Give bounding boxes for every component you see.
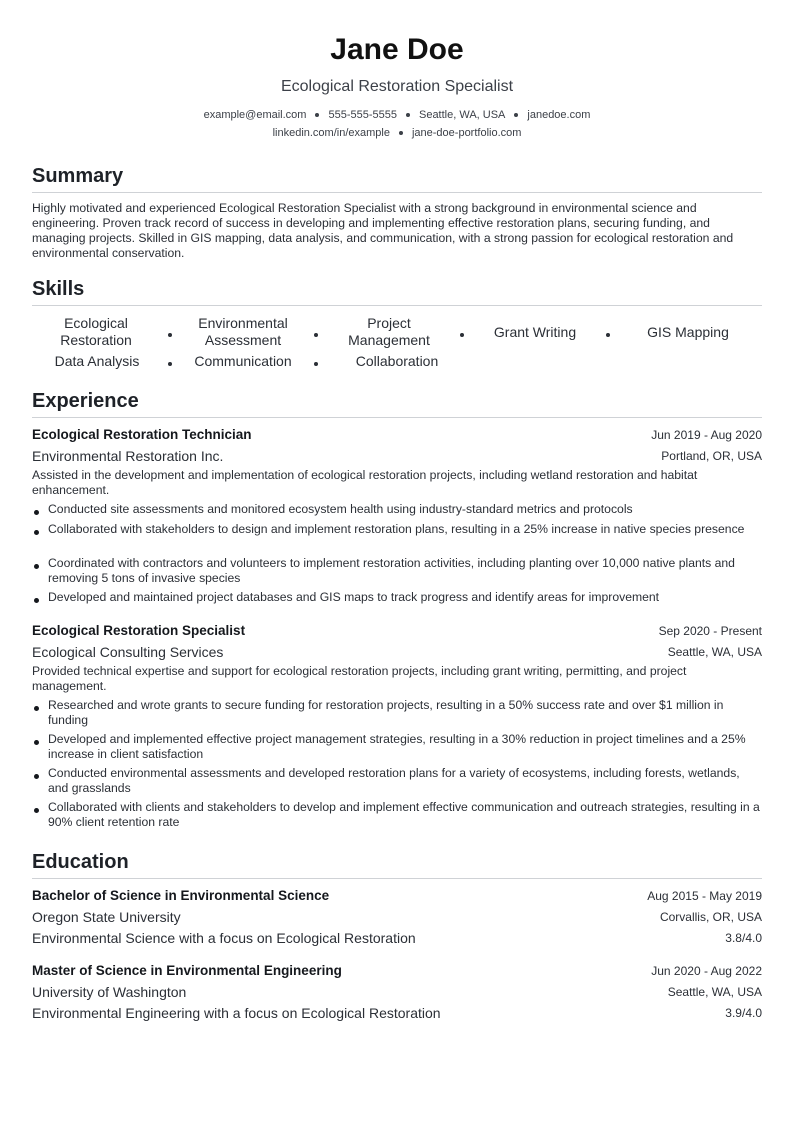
skill-item: Data Analysis (54, 353, 140, 369)
contact-email[interactable]: example@email.com (203, 109, 307, 121)
job-bullet: Conducted environmental assessments and developed restoration plans for a variety of ecosystems, including forests, wetlands, and grasslands (32, 766, 762, 796)
education-dates: Aug 2015 - May 2019 (647, 889, 762, 903)
job-dates: Jun 2019 - Aug 2020 (651, 428, 762, 442)
separator-dot (168, 362, 172, 366)
skill-item: Grant Writing (493, 324, 577, 340)
contact-row-1 (32, 108, 762, 122)
separator-dot (514, 113, 518, 117)
separator-dot (606, 333, 610, 337)
separator-dot (314, 362, 318, 366)
degree-title: Bachelor of Science in Environmental Science (32, 888, 330, 903)
job-dates: Sep 2020 - Present (658, 624, 762, 638)
school-location: Corvallis, OR, USA (659, 910, 762, 924)
summary-text: Highly motivated and experienced Ecological Restoration Specialist with a strong background in environmental science and engineering. Proven track record of success in developing and implementing effective restoration plans, securing funding, and managing projects. Skilled in GIS mapping, data analysis, and communication, with a strong passion for ecological restoration and environmental conservation. (32, 201, 734, 260)
job-bullet: Conducted site assessments and monitored ecosystem health using industry-standard metrics and protocols (32, 502, 762, 517)
degree-title: Master of Science in Environmental Engineering (32, 963, 342, 978)
contact-website[interactable]: janedoe.com (527, 109, 591, 121)
job-bullet: Collaborated with stakeholders to design and implement restoration plans, resulting in a 25% increase in native species presence (32, 522, 762, 537)
separator-dot (168, 333, 172, 337)
degree-focus: Environmental Science with a focus on Ecological Restoration (32, 930, 416, 946)
gpa: 3.8/4.0 (725, 931, 762, 945)
job-location: Portland, OR, USA (661, 449, 762, 463)
job-location: Seattle, WA, USA (667, 645, 762, 659)
degree-focus: Environmental Engineering with a focus on Ecological Restoration (32, 1005, 441, 1021)
contact-location: Seattle, WA, USA (418, 109, 506, 121)
job-title: Ecological Restoration Technician (32, 427, 252, 442)
job-title: Ecological Restoration Specialist (32, 623, 246, 638)
job-company: Environmental Restoration Inc. (32, 448, 224, 464)
job-description: Assisted in the development and implementation of ecological restoration projects, including wetland restoration and habitat enhancement. (32, 468, 698, 497)
skills-heading: Skills (32, 277, 762, 306)
contact-portfolio[interactable]: jane-doe-portfolio.com (411, 127, 522, 139)
education-dates: Jun 2020 - Aug 2022 (651, 964, 762, 978)
skill-item: Communication (194, 353, 292, 369)
education-heading: Education (32, 850, 762, 879)
separator-dot (406, 113, 410, 117)
job-bullet: Developed and implemented effective project management strategies, resulting in a 30% reduction in project timelines and a 25% increase in client satisfaction (32, 732, 762, 762)
school-name: Oregon State University (32, 909, 181, 925)
separator-dot (315, 113, 319, 117)
skill-item: Project Management (348, 315, 430, 348)
skill-item: Environmental Assessment (198, 315, 288, 348)
school-name: University of Washington (32, 984, 187, 1000)
job-bullet: Collaborated with clients and stakeholders to develop and implement effective communication and outreach strategies, resulting in a 90% client retention rate (32, 800, 762, 830)
contact-phone[interactable]: 555-555-5555 (328, 109, 397, 121)
job-bullet: Developed and maintained project databases and GIS maps to track progress and identify areas for improvement (32, 590, 762, 605)
school-location: Seattle, WA, USA (667, 985, 762, 999)
gpa: 3.9/4.0 (725, 1006, 762, 1020)
job-company: Ecological Consulting Services (32, 644, 224, 660)
candidate-name: Jane Doe (330, 33, 464, 66)
experience-heading: Experience (32, 389, 762, 418)
summary-heading: Summary (32, 164, 762, 193)
contact-linkedin[interactable]: linkedin.com/in/example (272, 127, 390, 139)
skill-item: Ecological Restoration (60, 315, 132, 348)
job-description: Provided technical expertise and support for ecological restoration projects, including grant writing, permitting, and project management. (32, 664, 687, 693)
contact-row-2 (32, 126, 762, 140)
separator-dot (399, 131, 403, 135)
skill-item: GIS Mapping (647, 324, 729, 340)
job-bullet: Coordinated with contractors and volunteers to implement restoration activities, including planting over 10,000 native plants and removing 5 tons of invasive species (32, 556, 762, 586)
candidate-headline: Ecological Restoration Specialist (280, 78, 514, 95)
separator-dot (460, 333, 464, 337)
job-bullet: Researched and wrote grants to secure funding for restoration projects, resulting in a 50% success rate and over $1 million in funding (32, 698, 762, 728)
separator-dot (314, 333, 318, 337)
skill-item: Collaboration (355, 353, 439, 369)
